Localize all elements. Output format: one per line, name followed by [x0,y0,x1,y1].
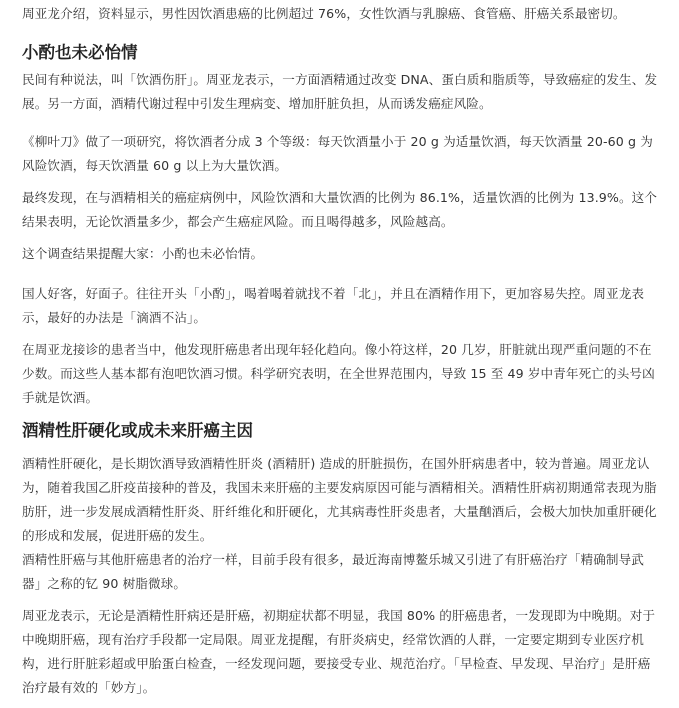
paragraph: 周亚龙表示，无论是酒精性肝病还是肝癌，初期症状都不明显，我国 80% 的肝癌患者，一发现即为中晚期。对于中晚期肝癌，现有治疗手段都一定局限。周亚龙提醒，有肝炎病史，经常饮酒的人群，一定要定期到专业医疗机构，进行肝脏彩超或甲胎蛋白检查，一经发现问题，要接受专业、规范治疗。「早检查、早发现、早治疗」是肝癌治疗最有效的「妙方」。 [22,608,656,695]
paragraph: 酒精性肝硬化，是长期饮酒导致酒精性肝炎 (酒精肝) 造成的肝脏损伤，在国外肝病患者中，较为普遍。周亚龙认为，随着我国乙肝疫苗接种的普及，我国未来肝癌的主要发病原因可能与酒精相关。酒精性肝病初期通常表现为脂肪肝，进一步发展成酒精性肝炎、肝纤维化和肝硬化，尤其病毒性肝炎患者，大量酗酒后，会极大加快加重肝硬化的形成和发展，促进肝癌的发生。 [22,456,657,543]
paragraph: 《柳叶刀》做了一项研究，将饮酒者分成 3 个等级：每天饮酒量小于 20 g 为适量饮酒，每天饮酒量 20-60 g 为风险饮酒，每天饮酒量 60 g 以上为大量饮酒。 [22,134,653,173]
paragraph: 最终发现，在与酒精相关的癌症病例中，风险饮酒和大量饮酒的比例为 86.1%，适量饮酒的比例为 13.9%。这个结果表明，无论饮酒量多少，都会产生癌症风险。而且喝得越多，风险越高。 [22,190,658,229]
paragraph: 酒精性肝癌与其他肝癌患者的治疗一样，目前手段有很多，最近海南博鳌乐城又引进了有肝癌治疗「精确制导武器」之称的钇 90 树脂微球。 [22,552,644,591]
paragraph: 国人好客，好面子。往往开头「小酌」，喝着喝着就找不着「北」，并且在酒精作用下，更加容易失控。周亚龙表示，最好的办法是「滴酒不沾」。 [22,286,645,325]
paragraph: 这个调查结果提醒大家：小酌也未必怡情。 [22,246,264,261]
intro-paragraph: 周亚龙介绍，资料显示，男性因饮酒患癌的比例超过 76%，女性饮酒与乳腺癌、食管癌、肝癌关系最密切。 [22,6,626,21]
paragraph: 民间有种说法，叫「饮酒伤肝」。周亚龙表示，一方面酒精通过改变 DNA、蛋白质和脂质等，导致癌症的发生、发展。另一方面，酒精代谢过程中引发生理病变、增加肝脏负担，从而诱发癌症风险。 [22,72,658,111]
paragraph: 在周亚龙接诊的患者当中，他发现肝癌患者出现年轻化趋向。像小符这样，20 几岁，肝脏就出现严重问题的不在少数。而这些人基本都有泡吧饮酒习惯。科学研究表明，在全世界范围内，导致 15 至 49 岁中青年死亡的头号凶手就是饮酒。 [22,342,655,405]
section-heading-alcoholic-cirrhosis: 酒精性肝硬化或成未来肝癌主因 [22,421,253,440]
section-heading-small-drink: 小酌也未必怡情 [22,43,138,62]
